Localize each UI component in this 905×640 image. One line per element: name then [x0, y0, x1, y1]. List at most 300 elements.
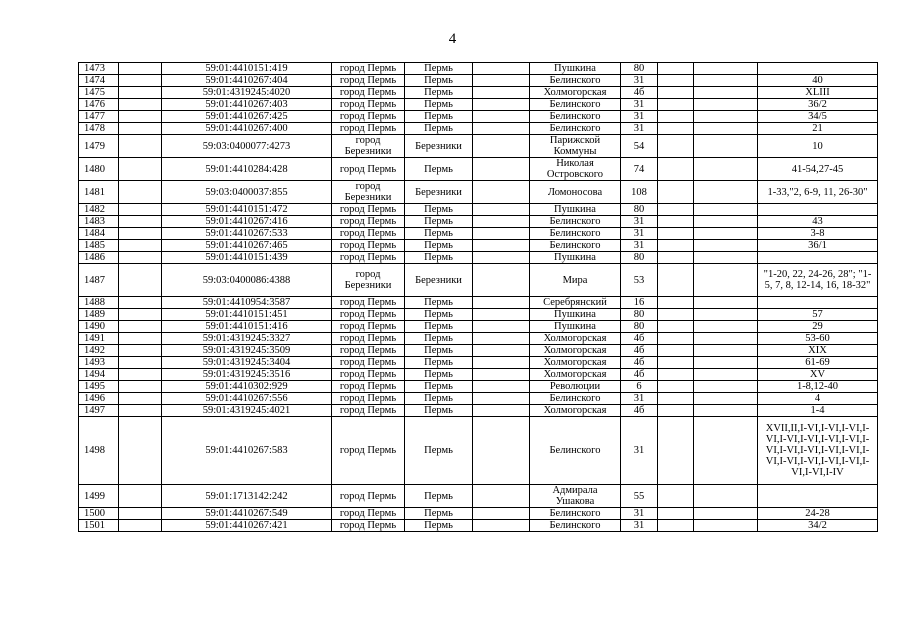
cadastral-number-cell: 59:01:4410954:3587	[162, 297, 332, 309]
municipality-cell: город Пермь	[332, 228, 405, 240]
blank-cell	[694, 321, 758, 333]
city-cell: Пермь	[405, 520, 473, 532]
table-row	[79, 508, 878, 520]
table-row	[79, 333, 878, 345]
city-cell: Березники	[405, 181, 473, 204]
street-cell: Адмирала Ушакова	[530, 485, 621, 508]
table-row	[79, 381, 878, 393]
blank-cell	[119, 204, 162, 216]
street-cell: Белинского	[530, 508, 621, 520]
blank-cell	[658, 252, 694, 264]
cadastral-number-cell: 59:01:4410267:533	[162, 228, 332, 240]
blank-cell	[658, 240, 694, 252]
blank-cell	[658, 216, 694, 228]
municipality-cell: город Пермь	[332, 87, 405, 99]
house-number-cell: 74	[621, 158, 658, 181]
blank-cell	[473, 345, 530, 357]
row-number-cell: 1478	[79, 123, 119, 135]
blank-cell	[658, 123, 694, 135]
municipality-cell: город Пермь	[332, 381, 405, 393]
house-number-cell: 80	[621, 63, 658, 75]
blank-cell	[473, 485, 530, 508]
street-cell: Пушкина	[530, 63, 621, 75]
municipality-cell: город Пермь	[332, 240, 405, 252]
premises-cell: 10	[758, 135, 878, 158]
row-number-cell: 1474	[79, 75, 119, 87]
cadastral-number-cell: 59:01:4410267:425	[162, 111, 332, 123]
blank-cell	[694, 485, 758, 508]
house-number-cell: 31	[621, 417, 658, 485]
blank-cell	[119, 181, 162, 204]
table-row	[79, 393, 878, 405]
registry-table	[78, 62, 878, 532]
blank-cell	[658, 75, 694, 87]
blank-cell	[473, 228, 530, 240]
row-number-cell: 1490	[79, 321, 119, 333]
city-cell: Пермь	[405, 240, 473, 252]
city-cell: Пермь	[405, 381, 473, 393]
blank-cell	[694, 381, 758, 393]
house-number-cell: 31	[621, 216, 658, 228]
city-cell: Пермь	[405, 405, 473, 417]
blank-cell	[119, 333, 162, 345]
table-row	[79, 264, 878, 297]
table-row	[79, 75, 878, 87]
blank-cell	[658, 405, 694, 417]
street-cell: Холмогорская	[530, 333, 621, 345]
street-cell: Революции	[530, 381, 621, 393]
blank-cell	[473, 297, 530, 309]
blank-cell	[119, 216, 162, 228]
house-number-cell: 4б	[621, 369, 658, 381]
table-body	[79, 63, 878, 532]
blank-cell	[119, 357, 162, 369]
municipality-cell: город Пермь	[332, 405, 405, 417]
premises-cell: 36/1	[758, 240, 878, 252]
row-number-cell: 1483	[79, 216, 119, 228]
municipality-cell: город Пермь	[332, 63, 405, 75]
table-row	[79, 99, 878, 111]
street-cell: Белинского	[530, 393, 621, 405]
blank-cell	[473, 99, 530, 111]
house-number-cell: 4б	[621, 345, 658, 357]
blank-cell	[658, 158, 694, 181]
blank-cell	[658, 63, 694, 75]
premises-cell: XVII,II,I-VI,I-VI,I-VI,I-VI,I-VI,I-VI,I-VI,I-VI,I-VI,I-VI,I-VI,I-VI,I-VI,I-VI,I-VI,I-VI,I-VI,I-VI,I-VI,I-VI,I-IV	[758, 417, 878, 485]
table-row	[79, 240, 878, 252]
blank-cell	[473, 369, 530, 381]
table-row	[79, 345, 878, 357]
table-row	[79, 87, 878, 99]
street-cell: Белинского	[530, 228, 621, 240]
row-number-cell: 1484	[79, 228, 119, 240]
cadastral-number-cell: 59:01:4410267:416	[162, 216, 332, 228]
blank-cell	[694, 393, 758, 405]
blank-cell	[658, 99, 694, 111]
cadastral-number-cell: 59:01:4410151:419	[162, 63, 332, 75]
premises-cell: "1-20, 22, 24-26, 28"; "1-5, 7, 8, 12-14, 16, 18-32"	[758, 264, 878, 297]
street-cell: Серебрянский	[530, 297, 621, 309]
city-cell: Пермь	[405, 252, 473, 264]
premises-cell: 24-28	[758, 508, 878, 520]
cadastral-number-cell: 59:01:4410284:428	[162, 158, 332, 181]
blank-cell	[473, 181, 530, 204]
blank-cell	[473, 309, 530, 321]
table-row	[79, 111, 878, 123]
blank-cell	[119, 63, 162, 75]
street-cell: Ломоносова	[530, 181, 621, 204]
city-cell: Пермь	[405, 333, 473, 345]
blank-cell	[694, 87, 758, 99]
municipality-cell: город Пермь	[332, 345, 405, 357]
cadastral-number-cell: 59:01:4410267:465	[162, 240, 332, 252]
municipality-cell: город Пермь	[332, 297, 405, 309]
table-row	[79, 321, 878, 333]
blank-cell	[473, 75, 530, 87]
blank-cell	[473, 123, 530, 135]
cadastral-number-cell: 59:01:4319245:4020	[162, 87, 332, 99]
blank-cell	[694, 345, 758, 357]
cadastral-number-cell: 59:01:4410267:404	[162, 75, 332, 87]
house-number-cell: 4б	[621, 333, 658, 345]
municipality-cell: город Пермь	[332, 485, 405, 508]
city-cell: Пермь	[405, 508, 473, 520]
house-number-cell: 4б	[621, 405, 658, 417]
blank-cell	[473, 204, 530, 216]
blank-cell	[658, 204, 694, 216]
premises-cell: 1-8,12-40	[758, 381, 878, 393]
blank-cell	[694, 63, 758, 75]
blank-cell	[658, 369, 694, 381]
city-cell: Пермь	[405, 158, 473, 181]
premises-cell	[758, 485, 878, 508]
municipality-cell: город Пермь	[332, 123, 405, 135]
premises-cell	[758, 63, 878, 75]
house-number-cell: 80	[621, 309, 658, 321]
table-row	[79, 357, 878, 369]
premises-cell: XIX	[758, 345, 878, 357]
table-row	[79, 417, 878, 485]
cadastral-number-cell: 59:01:4410267:403	[162, 99, 332, 111]
city-cell: Пермь	[405, 321, 473, 333]
table-row	[79, 228, 878, 240]
municipality-cell: город Пермь	[332, 357, 405, 369]
city-cell: Пермь	[405, 417, 473, 485]
city-cell: Пермь	[405, 228, 473, 240]
blank-cell	[473, 158, 530, 181]
municipality-cell: город Березники	[332, 181, 405, 204]
cadastral-number-cell: 59:01:4410151:416	[162, 321, 332, 333]
premises-cell: 3-8	[758, 228, 878, 240]
cadastral-number-cell: 59:01:4410267:556	[162, 393, 332, 405]
premises-cell: 57	[758, 309, 878, 321]
premises-cell	[758, 252, 878, 264]
blank-cell	[694, 123, 758, 135]
blank-cell	[658, 417, 694, 485]
blank-cell	[119, 345, 162, 357]
blank-cell	[658, 321, 694, 333]
blank-cell	[658, 345, 694, 357]
blank-cell	[658, 181, 694, 204]
premises-cell: 29	[758, 321, 878, 333]
house-number-cell: 16	[621, 297, 658, 309]
blank-cell	[694, 181, 758, 204]
house-number-cell: 80	[621, 321, 658, 333]
cadastral-number-cell: 59:01:4319245:3327	[162, 333, 332, 345]
blank-cell	[119, 321, 162, 333]
blank-cell	[694, 216, 758, 228]
table-row	[79, 369, 878, 381]
blank-cell	[119, 309, 162, 321]
house-number-cell: 31	[621, 123, 658, 135]
premises-cell: 61-69	[758, 357, 878, 369]
street-cell: Холмогорская	[530, 369, 621, 381]
premises-cell: 41-54,27-45	[758, 158, 878, 181]
table-row	[79, 123, 878, 135]
blank-cell	[694, 252, 758, 264]
house-number-cell: 31	[621, 520, 658, 532]
blank-cell	[119, 135, 162, 158]
cadastral-number-cell: 59:01:4319245:3509	[162, 345, 332, 357]
city-cell: Пермь	[405, 75, 473, 87]
house-number-cell: 31	[621, 75, 658, 87]
cadastral-number-cell: 59:01:4410151:439	[162, 252, 332, 264]
premises-cell: XLIII	[758, 87, 878, 99]
blank-cell	[473, 417, 530, 485]
house-number-cell: 31	[621, 228, 658, 240]
table-row	[79, 204, 878, 216]
row-number-cell: 1488	[79, 297, 119, 309]
city-cell: Пермь	[405, 204, 473, 216]
table-row	[79, 297, 878, 309]
street-cell: Холмогорская	[530, 87, 621, 99]
blank-cell	[658, 485, 694, 508]
house-number-cell: 80	[621, 252, 658, 264]
table-row	[79, 520, 878, 532]
table-row	[79, 135, 878, 158]
premises-cell: 1-33,"2, 6-9, 11, 26-30"	[758, 181, 878, 204]
row-number-cell: 1486	[79, 252, 119, 264]
premises-cell: 34/5	[758, 111, 878, 123]
street-cell: Белинского	[530, 417, 621, 485]
city-cell: Пермь	[405, 87, 473, 99]
municipality-cell: город Пермь	[332, 393, 405, 405]
street-cell: Пушкина	[530, 204, 621, 216]
house-number-cell: 53	[621, 264, 658, 297]
blank-cell	[473, 357, 530, 369]
premises-cell: 21	[758, 123, 878, 135]
blank-cell	[119, 87, 162, 99]
row-number-cell: 1501	[79, 520, 119, 532]
blank-cell	[119, 99, 162, 111]
row-number-cell: 1477	[79, 111, 119, 123]
cadastral-number-cell: 59:03:0400037:855	[162, 181, 332, 204]
city-cell: Пермь	[405, 123, 473, 135]
cadastral-number-cell: 59:01:4319245:3404	[162, 357, 332, 369]
blank-cell	[694, 75, 758, 87]
municipality-cell: город Пермь	[332, 321, 405, 333]
house-number-cell: 54	[621, 135, 658, 158]
street-cell: Белинского	[530, 123, 621, 135]
blank-cell	[473, 520, 530, 532]
blank-cell	[473, 252, 530, 264]
premises-cell: 34/2	[758, 520, 878, 532]
row-number-cell: 1475	[79, 87, 119, 99]
city-cell: Пермь	[405, 357, 473, 369]
blank-cell	[658, 381, 694, 393]
city-cell: Пермь	[405, 369, 473, 381]
municipality-cell: город Пермь	[332, 99, 405, 111]
blank-cell	[473, 111, 530, 123]
blank-cell	[658, 87, 694, 99]
row-number-cell: 1497	[79, 405, 119, 417]
street-cell: Парижской Коммуны	[530, 135, 621, 158]
municipality-cell: город Пермь	[332, 216, 405, 228]
table-row	[79, 158, 878, 181]
municipality-cell: город Пермь	[332, 333, 405, 345]
blank-cell	[694, 99, 758, 111]
row-number-cell: 1499	[79, 485, 119, 508]
blank-cell	[694, 297, 758, 309]
blank-cell	[473, 216, 530, 228]
street-cell: Белинского	[530, 111, 621, 123]
house-number-cell: 4б	[621, 357, 658, 369]
premises-cell: 36/2	[758, 99, 878, 111]
cadastral-number-cell: 59:01:4410151:472	[162, 204, 332, 216]
row-number-cell: 1482	[79, 204, 119, 216]
city-cell: Пермь	[405, 345, 473, 357]
blank-cell	[473, 240, 530, 252]
blank-cell	[473, 264, 530, 297]
house-number-cell: 31	[621, 240, 658, 252]
cadastral-number-cell: 59:03:0400077:4273	[162, 135, 332, 158]
row-number-cell: 1492	[79, 345, 119, 357]
blank-cell	[694, 417, 758, 485]
house-number-cell: 4б	[621, 87, 658, 99]
house-number-cell: 31	[621, 508, 658, 520]
premises-cell: 53-60	[758, 333, 878, 345]
house-number-cell: 31	[621, 99, 658, 111]
blank-cell	[658, 508, 694, 520]
blank-cell	[658, 357, 694, 369]
blank-cell	[658, 309, 694, 321]
blank-cell	[119, 264, 162, 297]
premises-cell: 1-4	[758, 405, 878, 417]
row-number-cell: 1500	[79, 508, 119, 520]
cadastral-number-cell: 59:01:4319245:3516	[162, 369, 332, 381]
municipality-cell: город Пермь	[332, 508, 405, 520]
house-number-cell: 55	[621, 485, 658, 508]
city-cell: Пермь	[405, 297, 473, 309]
blank-cell	[694, 508, 758, 520]
cadastral-number-cell: 59:01:4319245:4021	[162, 405, 332, 417]
municipality-cell: город Пермь	[332, 111, 405, 123]
blank-cell	[694, 135, 758, 158]
blank-cell	[658, 333, 694, 345]
blank-cell	[119, 252, 162, 264]
cadastral-number-cell: 59:01:4410267:549	[162, 508, 332, 520]
municipality-cell: город Пермь	[332, 75, 405, 87]
blank-cell	[473, 508, 530, 520]
blank-cell	[658, 135, 694, 158]
blank-cell	[694, 264, 758, 297]
blank-cell	[694, 228, 758, 240]
blank-cell	[119, 485, 162, 508]
table-row	[79, 63, 878, 75]
blank-cell	[473, 333, 530, 345]
municipality-cell: город Пермь	[332, 204, 405, 216]
blank-cell	[694, 240, 758, 252]
blank-cell	[473, 63, 530, 75]
table-row	[79, 252, 878, 264]
row-number-cell: 1479	[79, 135, 119, 158]
row-number-cell: 1485	[79, 240, 119, 252]
blank-cell	[694, 369, 758, 381]
city-cell: Пермь	[405, 111, 473, 123]
premises-cell: 4	[758, 393, 878, 405]
row-number-cell: 1495	[79, 381, 119, 393]
cadastral-number-cell: 59:01:4410151:451	[162, 309, 332, 321]
page-number: 4	[448, 31, 457, 47]
municipality-cell: город Пермь	[332, 252, 405, 264]
blank-cell	[694, 158, 758, 181]
municipality-cell: город Березники	[332, 264, 405, 297]
cadastral-number-cell: 59:01:4410267:583	[162, 417, 332, 485]
blank-cell	[119, 520, 162, 532]
street-cell: Белинского	[530, 216, 621, 228]
blank-cell	[119, 369, 162, 381]
municipality-cell: город Пермь	[332, 520, 405, 532]
table-row	[79, 405, 878, 417]
city-cell: Пермь	[405, 63, 473, 75]
premises-cell	[758, 204, 878, 216]
street-cell: Холмогорская	[530, 345, 621, 357]
blank-cell	[658, 264, 694, 297]
house-number-cell: 31	[621, 393, 658, 405]
row-number-cell: 1487	[79, 264, 119, 297]
blank-cell	[694, 111, 758, 123]
blank-cell	[473, 393, 530, 405]
blank-cell	[119, 297, 162, 309]
city-cell: Березники	[405, 264, 473, 297]
blank-cell	[694, 357, 758, 369]
row-number-cell: 1496	[79, 393, 119, 405]
table-row	[79, 216, 878, 228]
blank-cell	[658, 297, 694, 309]
municipality-cell: город Пермь	[332, 309, 405, 321]
blank-cell	[694, 333, 758, 345]
blank-cell	[658, 111, 694, 123]
street-cell: Белинского	[530, 520, 621, 532]
row-number-cell: 1489	[79, 309, 119, 321]
row-number-cell: 1481	[79, 181, 119, 204]
blank-cell	[119, 75, 162, 87]
blank-cell	[694, 204, 758, 216]
street-cell: Белинского	[530, 240, 621, 252]
blank-cell	[119, 123, 162, 135]
house-number-cell: 6	[621, 381, 658, 393]
municipality-cell: город Пермь	[332, 369, 405, 381]
city-cell: Пермь	[405, 99, 473, 111]
city-cell: Пермь	[405, 309, 473, 321]
premises-cell: XV	[758, 369, 878, 381]
cadastral-number-cell: 59:01:4410267:421	[162, 520, 332, 532]
row-number-cell: 1476	[79, 99, 119, 111]
blank-cell	[119, 417, 162, 485]
premises-cell: 43	[758, 216, 878, 228]
house-number-cell: 31	[621, 111, 658, 123]
row-number-cell: 1491	[79, 333, 119, 345]
